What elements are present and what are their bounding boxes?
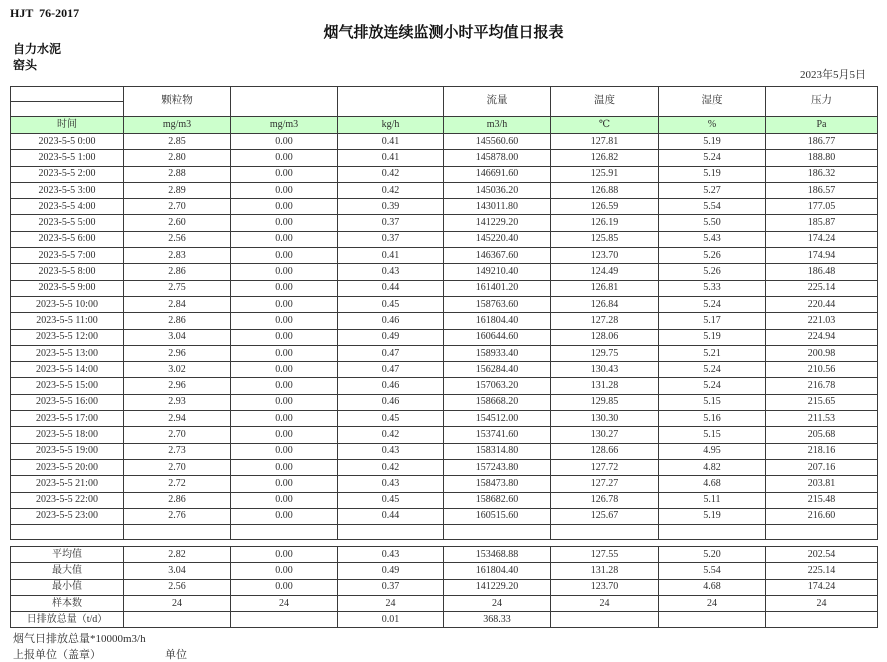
value-cell: 5.16 (659, 411, 766, 427)
value-cell: 0.00 (231, 459, 338, 475)
unit-pa: Pa (766, 117, 878, 134)
row-label-cell: 平均值 (11, 547, 124, 563)
value-cell: 5.19 (659, 508, 766, 524)
row-label-cell: 2023-5-5 15:00 (11, 378, 124, 394)
value-cell: 126.82 (551, 150, 659, 166)
value-cell: 0.00 (231, 476, 338, 492)
row-label-cell: 2023-5-5 9:00 (11, 280, 124, 296)
value-cell: 153468.88 (444, 547, 551, 563)
value-cell: 2.93 (124, 394, 231, 410)
value-cell: 5.21 (659, 345, 766, 361)
value-cell: 129.85 (551, 394, 659, 410)
time-header: 时间 (11, 117, 124, 134)
value-cell: 0.00 (231, 394, 338, 410)
value-cell: 0.00 (231, 411, 338, 427)
row-label-cell: 2023-5-5 17:00 (11, 411, 124, 427)
value-cell: 5.19 (659, 134, 766, 150)
value-cell: 0.00 (231, 345, 338, 361)
value-cell: 0.00 (231, 443, 338, 459)
value-cell: 0.00 (231, 248, 338, 264)
value-cell: 0.49 (338, 563, 444, 579)
value-cell: 153741.60 (444, 427, 551, 443)
value-cell: 2.89 (124, 182, 231, 198)
value-cell: 0.45 (338, 411, 444, 427)
value-cell: 126.81 (551, 280, 659, 296)
value-cell: 157063.20 (444, 378, 551, 394)
time-header-blank-bottom (11, 102, 124, 117)
value-cell: 225.14 (766, 563, 878, 579)
value-cell: 5.54 (659, 199, 766, 215)
row-label-cell: 2023-5-5 16:00 (11, 394, 124, 410)
value-cell: 0.47 (338, 345, 444, 361)
value-cell: 174.24 (766, 231, 878, 247)
value-cell: 215.65 (766, 394, 878, 410)
row-label-cell: 2023-5-5 7:00 (11, 248, 124, 264)
table-row (11, 411, 878, 427)
value-cell: 130.27 (551, 427, 659, 443)
value-cell: 0.00 (231, 150, 338, 166)
table-row (11, 508, 878, 524)
value-cell: 0.00 (231, 199, 338, 215)
value-cell: 210.56 (766, 362, 878, 378)
value-cell: 4.68 (659, 476, 766, 492)
table-row (11, 150, 878, 166)
value-cell: 216.60 (766, 508, 878, 524)
value-cell: 188.80 (766, 150, 878, 166)
row-label-cell: 2023-5-5 0:00 (11, 134, 124, 150)
value-cell: 125.91 (551, 166, 659, 182)
row-label-cell: 2023-5-5 20:00 (11, 459, 124, 475)
value-cell (231, 612, 338, 628)
value-cell: 5.54 (659, 563, 766, 579)
value-cell: 2.72 (124, 476, 231, 492)
value-cell (124, 612, 231, 628)
table-row (11, 264, 878, 280)
value-cell: 130.30 (551, 411, 659, 427)
table-row (11, 476, 878, 492)
value-cell: 216.78 (766, 378, 878, 394)
value-cell: 0.43 (338, 547, 444, 563)
value-cell: 220.44 (766, 296, 878, 312)
value-cell: 200.98 (766, 345, 878, 361)
table-row (11, 215, 878, 231)
value-cell: 0.44 (338, 508, 444, 524)
table-row (11, 427, 878, 443)
value-cell: 2.70 (124, 199, 231, 215)
value-cell: 0.37 (338, 215, 444, 231)
value-cell: 2.94 (124, 411, 231, 427)
value-cell: 0.45 (338, 296, 444, 312)
monitoring-point: 窑头 (13, 58, 38, 72)
value-cell: 146367.60 (444, 248, 551, 264)
value-cell: 4.82 (659, 459, 766, 475)
table-row (11, 313, 878, 329)
value-cell: 24 (551, 595, 659, 611)
table-row (11, 296, 878, 312)
table-row (11, 362, 878, 378)
value-cell: 0.00 (231, 378, 338, 394)
table-row (11, 612, 878, 628)
value-cell: 5.11 (659, 492, 766, 508)
value-cell: 186.32 (766, 166, 878, 182)
value-cell: 0.00 (231, 547, 338, 563)
value-cell (766, 612, 878, 628)
row-label-cell: 2023-5-5 2:00 (11, 166, 124, 182)
value-cell: 128.66 (551, 443, 659, 459)
table-row (11, 595, 878, 611)
table-row (11, 231, 878, 247)
value-cell: 145560.60 (444, 134, 551, 150)
value-cell: 174.24 (766, 579, 878, 595)
value-cell: 0.00 (231, 362, 338, 378)
row-label-cell: 日排放总量（t/d） (11, 612, 124, 628)
unit-percent: % (659, 117, 766, 134)
value-cell: 177.05 (766, 199, 878, 215)
row-label-cell: 2023-5-5 19:00 (11, 443, 124, 459)
value-cell: 131.28 (551, 378, 659, 394)
value-cell: 5.20 (659, 547, 766, 563)
value-cell: 0.00 (231, 166, 338, 182)
table-row (11, 199, 878, 215)
value-cell: 2.70 (124, 427, 231, 443)
value-cell (659, 612, 766, 628)
value-cell: 126.84 (551, 296, 659, 312)
value-cell: 146691.60 (444, 166, 551, 182)
spacer-row (11, 525, 878, 540)
value-cell: 0.44 (338, 280, 444, 296)
row-label-cell: 2023-5-5 4:00 (11, 199, 124, 215)
row-label-cell: 2023-5-5 3:00 (11, 182, 124, 198)
value-cell: 0.00 (231, 134, 338, 150)
unit-header-row (11, 117, 878, 134)
row-label-cell: 2023-5-5 1:00 (11, 150, 124, 166)
row-label-cell: 2023-5-5 13:00 (11, 345, 124, 361)
value-cell: 5.50 (659, 215, 766, 231)
value-cell: 24 (766, 595, 878, 611)
value-cell: 2.73 (124, 443, 231, 459)
column-header-particulate: 颗粒物 (124, 87, 231, 117)
value-cell: 2.86 (124, 313, 231, 329)
value-cell: 0.00 (231, 427, 338, 443)
table-row (11, 345, 878, 361)
value-cell: 0.00 (231, 492, 338, 508)
value-cell: 5.19 (659, 166, 766, 182)
value-cell: 0.00 (231, 313, 338, 329)
row-label-cell: 样本数 (11, 595, 124, 611)
value-cell: 125.67 (551, 508, 659, 524)
value-cell: 3.02 (124, 362, 231, 378)
value-cell: 145878.00 (444, 150, 551, 166)
row-label-cell: 2023-5-5 5:00 (11, 215, 124, 231)
value-cell: 2.82 (124, 547, 231, 563)
table-row (11, 563, 878, 579)
table-row (11, 248, 878, 264)
value-cell: 0.41 (338, 134, 444, 150)
value-cell: 0.45 (338, 492, 444, 508)
value-cell: 24 (231, 595, 338, 611)
value-cell: 2.86 (124, 264, 231, 280)
value-cell: 2.83 (124, 248, 231, 264)
unit-label: 单位 (165, 649, 187, 661)
value-cell: 145220.40 (444, 231, 551, 247)
value-cell: 2.88 (124, 166, 231, 182)
value-cell: 145036.20 (444, 182, 551, 198)
value-cell: 5.24 (659, 378, 766, 394)
value-cell: 5.19 (659, 329, 766, 345)
value-cell: 211.53 (766, 411, 878, 427)
value-cell: 127.55 (551, 547, 659, 563)
value-cell: 149210.40 (444, 264, 551, 280)
value-cell: 5.33 (659, 280, 766, 296)
value-cell: 158682.60 (444, 492, 551, 508)
value-cell: 0.00 (231, 264, 338, 280)
value-cell: 0.42 (338, 182, 444, 198)
value-cell: 158668.20 (444, 394, 551, 410)
value-cell: 0.49 (338, 329, 444, 345)
value-cell: 126.88 (551, 182, 659, 198)
value-cell: 5.24 (659, 362, 766, 378)
value-cell: 5.26 (659, 264, 766, 280)
table-row (11, 134, 878, 150)
value-cell: 24 (444, 595, 551, 611)
value-cell: 5.15 (659, 427, 766, 443)
value-cell: 2.75 (124, 280, 231, 296)
value-cell: 0.37 (338, 579, 444, 595)
column-header-temperature: 温度 (551, 87, 659, 117)
value-cell: 161804.40 (444, 313, 551, 329)
value-cell: 0.42 (338, 427, 444, 443)
row-label-cell: 2023-5-5 8:00 (11, 264, 124, 280)
value-cell: 0.00 (231, 563, 338, 579)
value-cell: 0.42 (338, 459, 444, 475)
value-cell: 0.00 (231, 508, 338, 524)
value-cell: 215.48 (766, 492, 878, 508)
value-cell: 156284.40 (444, 362, 551, 378)
row-label-cell: 2023-5-5 12:00 (11, 329, 124, 345)
column-header-pressure: 压力 (766, 87, 878, 117)
reporting-unit-label: 上报单位（盖章） (13, 649, 101, 661)
value-cell (551, 612, 659, 628)
table-row (11, 378, 878, 394)
value-cell: 0.46 (338, 394, 444, 410)
value-cell: 158314.80 (444, 443, 551, 459)
value-cell: 125.85 (551, 231, 659, 247)
unit-mg-m3-1: mg/m3 (124, 117, 231, 134)
table-row (11, 329, 878, 345)
value-cell: 4.68 (659, 579, 766, 595)
row-label-cell: 2023-5-5 22:00 (11, 492, 124, 508)
value-cell: 131.28 (551, 563, 659, 579)
column-header-humidity: 湿度 (659, 87, 766, 117)
table-row (11, 280, 878, 296)
row-label-cell: 2023-5-5 18:00 (11, 427, 124, 443)
group-header-row (11, 87, 878, 102)
value-cell: 5.26 (659, 248, 766, 264)
report-date: 2023年5月5日 (800, 69, 866, 81)
value-cell: 0.41 (338, 248, 444, 264)
value-cell: 5.15 (659, 394, 766, 410)
value-cell: 127.81 (551, 134, 659, 150)
value-cell: 0.46 (338, 313, 444, 329)
row-label-cell: 2023-5-5 14:00 (11, 362, 124, 378)
row-label-cell: 2023-5-5 11:00 (11, 313, 124, 329)
table-row (11, 459, 878, 475)
table-row (11, 579, 878, 595)
report-title: 烟气排放连续监测小时平均值日报表 (323, 25, 564, 41)
value-cell: 0.01 (338, 612, 444, 628)
table-row (11, 443, 878, 459)
value-cell: 0.47 (338, 362, 444, 378)
value-cell: 2.56 (124, 579, 231, 595)
hourly-data-table (10, 86, 878, 540)
unit-kg-h: kg/h (338, 117, 444, 134)
value-cell: 0.42 (338, 166, 444, 182)
value-cell: 5.24 (659, 296, 766, 312)
value-cell: 0.00 (231, 296, 338, 312)
value-cell: 368.33 (444, 612, 551, 628)
value-cell: 2.96 (124, 345, 231, 361)
value-cell: 0.46 (338, 378, 444, 394)
value-cell: 127.27 (551, 476, 659, 492)
table-row (11, 492, 878, 508)
company-name: 自力水泥 (13, 42, 62, 56)
value-cell: 0.00 (231, 579, 338, 595)
value-cell: 0.39 (338, 199, 444, 215)
value-cell: 207.16 (766, 459, 878, 475)
unit-celsius: ℃ (551, 117, 659, 134)
row-label-cell: 2023-5-5 6:00 (11, 231, 124, 247)
table-row (11, 547, 878, 563)
row-label-cell: 最小值 (11, 579, 124, 595)
row-label-cell: 2023-5-5 21:00 (11, 476, 124, 492)
value-cell: 123.70 (551, 579, 659, 595)
value-cell: 2.76 (124, 508, 231, 524)
column-header-flow: 流量 (444, 87, 551, 117)
value-cell: 0.43 (338, 476, 444, 492)
value-cell: 0.43 (338, 264, 444, 280)
value-cell: 2.56 (124, 231, 231, 247)
value-cell: 2.84 (124, 296, 231, 312)
value-cell: 127.28 (551, 313, 659, 329)
standard-code: HJT 76-2017 (10, 6, 80, 20)
value-cell: 141229.20 (444, 579, 551, 595)
value-cell: 3.04 (124, 563, 231, 579)
value-cell: 0.41 (338, 150, 444, 166)
value-cell: 203.81 (766, 476, 878, 492)
unit-m3-h: m3/h (444, 117, 551, 134)
value-cell: 161804.40 (444, 563, 551, 579)
value-cell: 24 (124, 595, 231, 611)
table-row (11, 394, 878, 410)
column-header-blank-1 (231, 87, 338, 117)
value-cell: 186.77 (766, 134, 878, 150)
value-cell: 24 (659, 595, 766, 611)
value-cell: 141229.20 (444, 215, 551, 231)
value-cell: 5.24 (659, 150, 766, 166)
row-label-cell: 最大值 (11, 563, 124, 579)
value-cell: 0.00 (231, 182, 338, 198)
value-cell: 124.49 (551, 264, 659, 280)
value-cell: 225.14 (766, 280, 878, 296)
table-row (11, 166, 878, 182)
value-cell: 186.48 (766, 264, 878, 280)
value-cell: 2.60 (124, 215, 231, 231)
value-cell: 130.43 (551, 362, 659, 378)
value-cell: 128.06 (551, 329, 659, 345)
value-cell: 123.70 (551, 248, 659, 264)
value-cell: 205.68 (766, 427, 878, 443)
value-cell: 186.57 (766, 182, 878, 198)
value-cell: 0.00 (231, 215, 338, 231)
value-cell: 185.87 (766, 215, 878, 231)
flow-total-note: 烟气日排放总量*10000m3/h (13, 633, 146, 645)
value-cell: 174.94 (766, 248, 878, 264)
value-cell: 5.43 (659, 231, 766, 247)
value-cell: 2.80 (124, 150, 231, 166)
value-cell: 158763.60 (444, 296, 551, 312)
value-cell: 224.94 (766, 329, 878, 345)
row-label-cell: 2023-5-5 10:00 (11, 296, 124, 312)
value-cell: 3.04 (124, 329, 231, 345)
value-cell: 157243.80 (444, 459, 551, 475)
value-cell: 24 (338, 595, 444, 611)
value-cell: 160515.60 (444, 508, 551, 524)
value-cell: 161401.20 (444, 280, 551, 296)
value-cell: 221.03 (766, 313, 878, 329)
table-row (11, 182, 878, 198)
value-cell: 126.19 (551, 215, 659, 231)
value-cell: 154512.00 (444, 411, 551, 427)
value-cell: 0.00 (231, 329, 338, 345)
row-label-cell: 2023-5-5 23:00 (11, 508, 124, 524)
value-cell: 127.72 (551, 459, 659, 475)
value-cell: 5.27 (659, 182, 766, 198)
value-cell: 2.85 (124, 134, 231, 150)
value-cell: 126.78 (551, 492, 659, 508)
summary-table (10, 546, 878, 628)
value-cell: 0.00 (231, 280, 338, 296)
value-cell: 2.86 (124, 492, 231, 508)
value-cell: 2.96 (124, 378, 231, 394)
unit-mg-m3-2: mg/m3 (231, 117, 338, 134)
column-header-blank-2 (338, 87, 444, 117)
value-cell: 218.16 (766, 443, 878, 459)
time-header-blank-top (11, 87, 124, 102)
value-cell: 0.37 (338, 231, 444, 247)
value-cell: 158473.80 (444, 476, 551, 492)
value-cell: 143011.80 (444, 199, 551, 215)
value-cell: 5.17 (659, 313, 766, 329)
value-cell: 0.43 (338, 443, 444, 459)
value-cell: 126.59 (551, 199, 659, 215)
value-cell: 129.75 (551, 345, 659, 361)
value-cell: 4.95 (659, 443, 766, 459)
value-cell: 0.00 (231, 231, 338, 247)
value-cell: 2.70 (124, 459, 231, 475)
value-cell: 160644.60 (444, 329, 551, 345)
value-cell: 202.54 (766, 547, 878, 563)
value-cell: 158933.40 (444, 345, 551, 361)
